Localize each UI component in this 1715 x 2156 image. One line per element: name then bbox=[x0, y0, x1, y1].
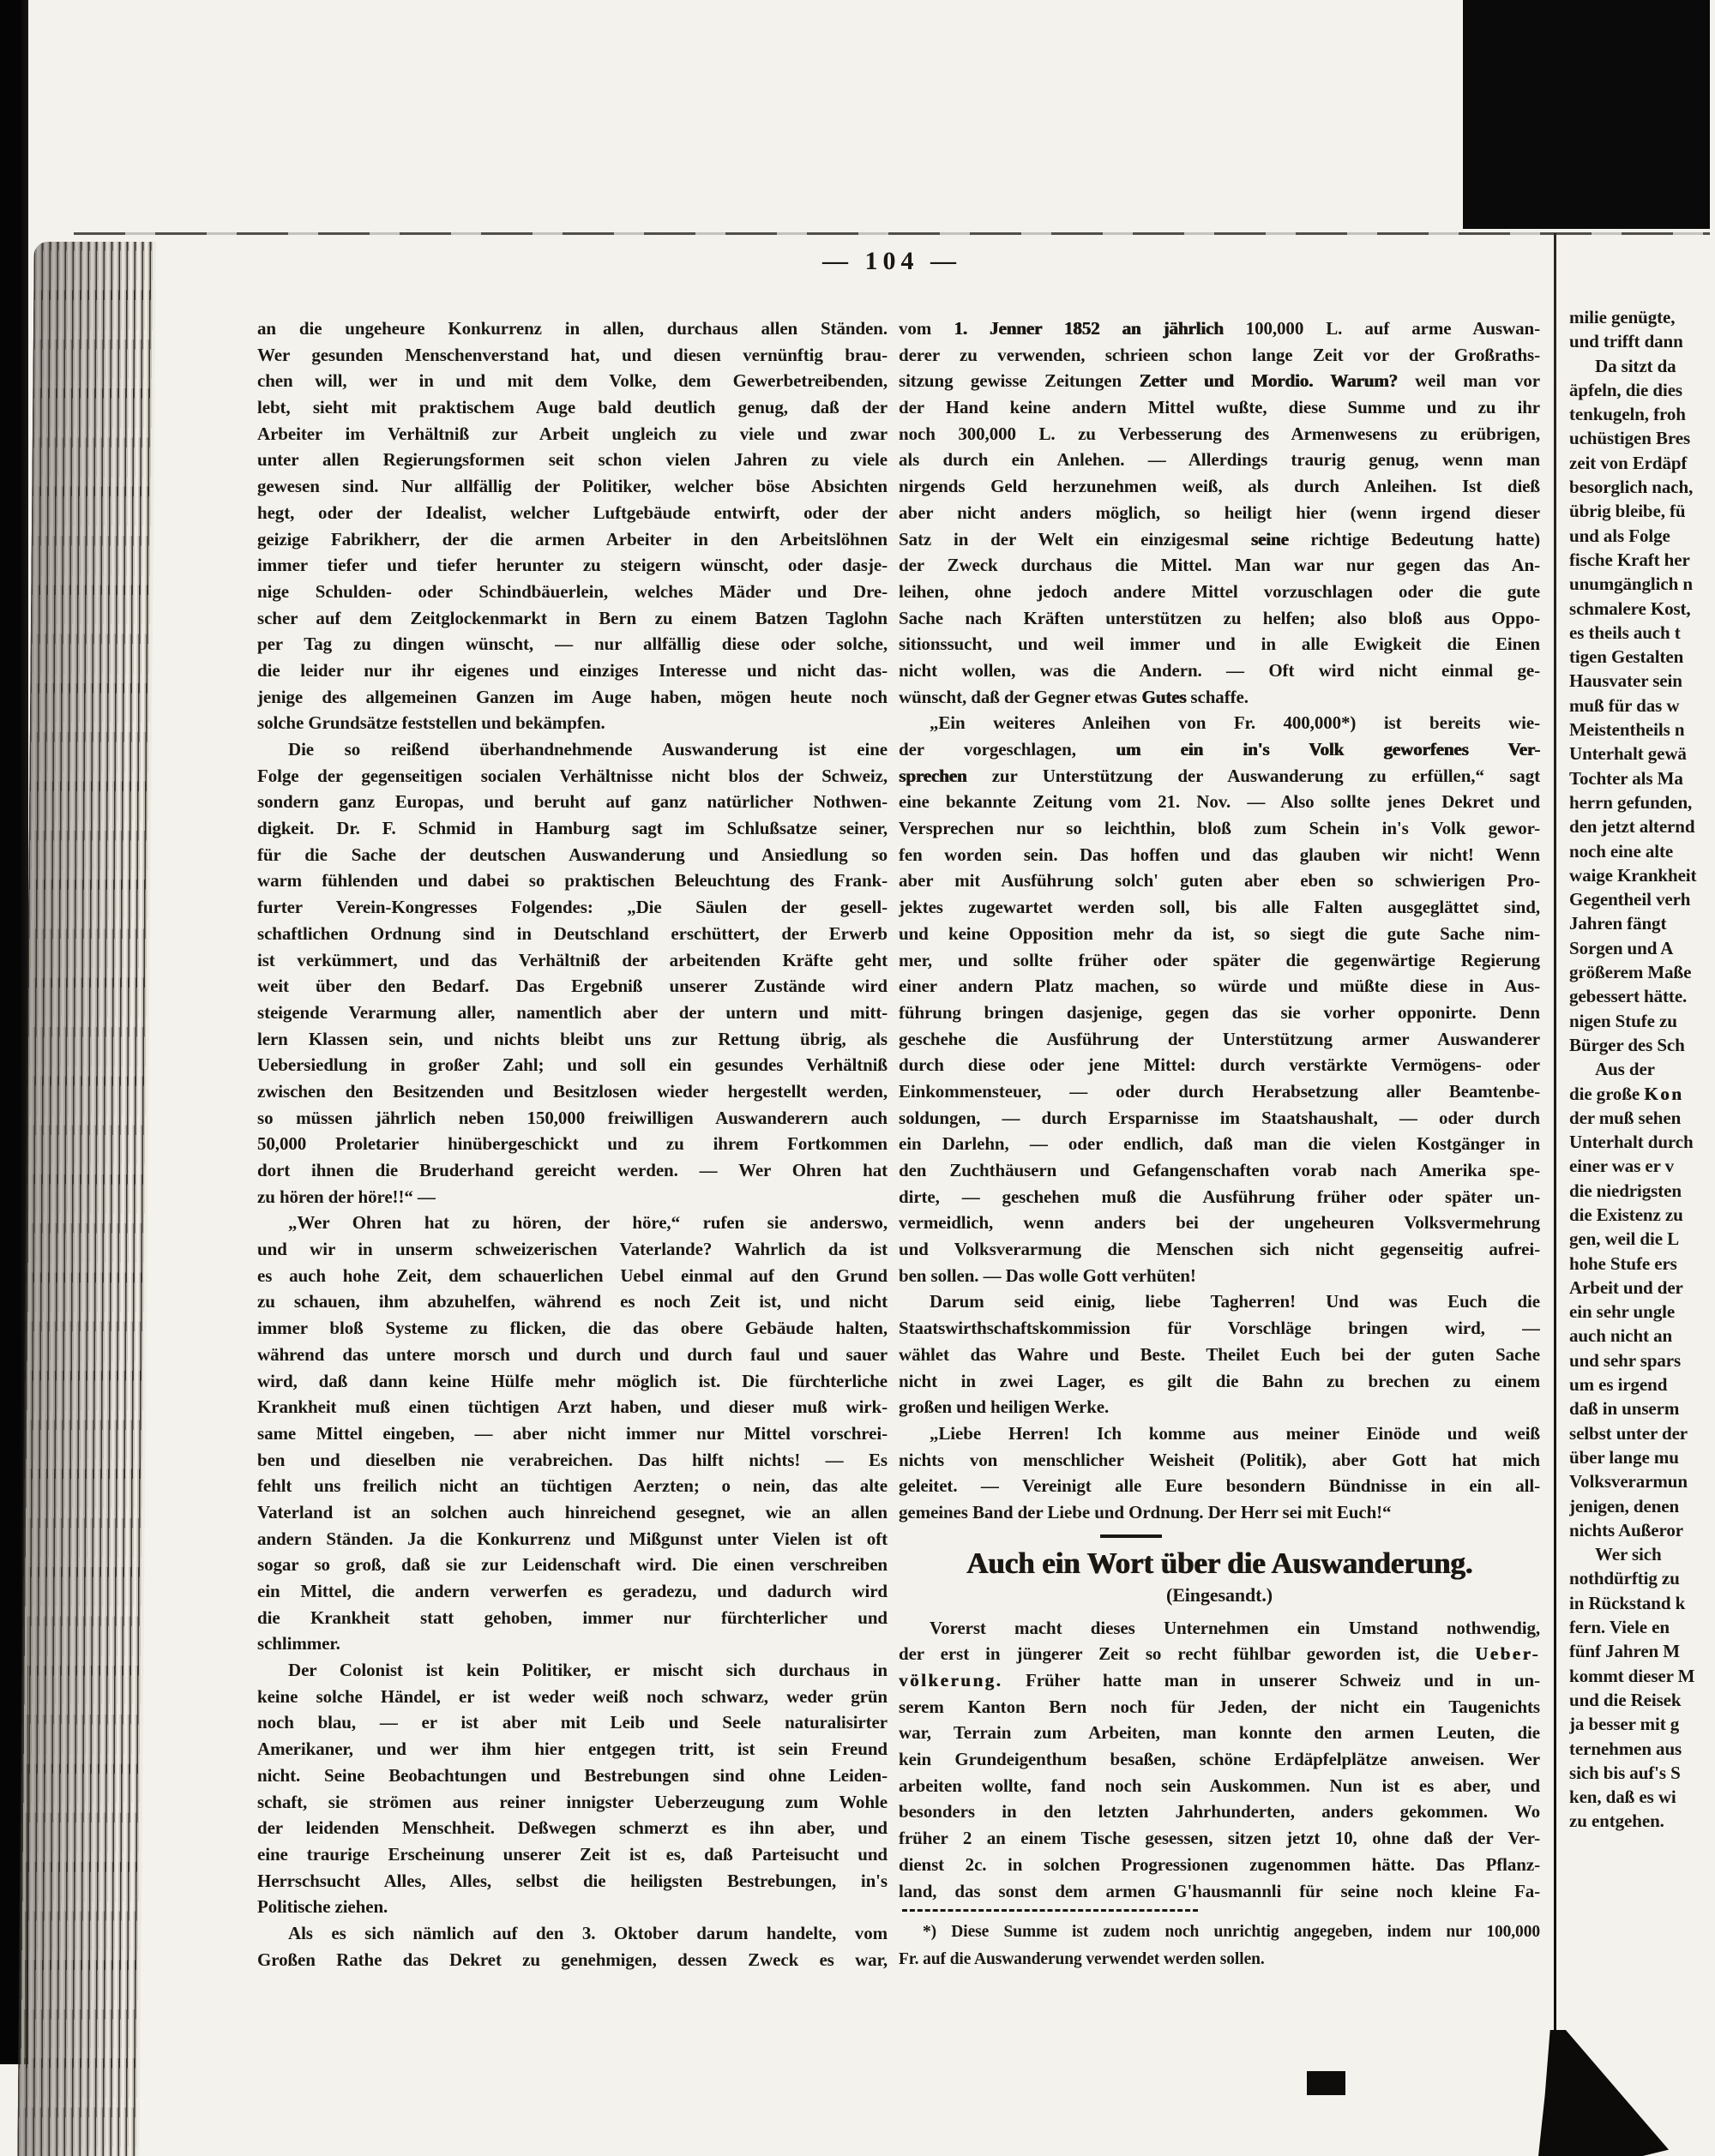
text-line: eine bekannte Zeitung vom 21. Nov. — Also sollte jenes Dekret und bbox=[899, 791, 1540, 813]
paragraph bbox=[257, 315, 888, 736]
text-line: leihen, ohne jedoch andere Mittel vorzuschlagen oder die gute bbox=[899, 580, 1540, 602]
article-2-title: Auch ein Wort über die Auswanderung. bbox=[966, 1546, 1473, 1580]
paragraph bbox=[899, 710, 1540, 1288]
text-line: ternehmen aus bbox=[1569, 1738, 1682, 1759]
text-line: jektes zugewartet werden soll, bis alle Falten ausgeglättet sind, bbox=[899, 897, 1540, 918]
paragraph bbox=[257, 1657, 888, 1920]
text-line: Aus der bbox=[1595, 1059, 1655, 1080]
text-line: aber mit Ausführung solch' guten aber eben so schwierigen Pro- bbox=[899, 870, 1540, 892]
text-line: *) Diese Summe ist zudem noch unrichtig angegeben, indem nur 100,000 bbox=[923, 1923, 1540, 1942]
text-line: Sache nach Kräften unterstützen zu helfen; also bloß aus Oppo- bbox=[899, 607, 1540, 628]
text-line: eine traurige Erscheinung unserer Zeit ist es, daß Parteisucht und bbox=[257, 1843, 888, 1865]
text-line: die leider nur ihr eigenes und einziges Interesse und nicht das- bbox=[257, 659, 888, 681]
text-line: schmalere Kost, bbox=[1569, 598, 1691, 619]
text-line: völkerung. Früher hatte man in unserer Schweiz und in un- bbox=[899, 1670, 1540, 1691]
text-line: und die Reisek bbox=[1569, 1689, 1682, 1710]
page-stack-edges bbox=[17, 242, 155, 2156]
text-line: nicht in zwei Lager, es gilt die Bahn zu brechen zu einem bbox=[899, 1370, 1540, 1391]
text-line: gemeines Band der Liebe und Ordnung. Der Herr sei mit Euch!“ bbox=[899, 1501, 1392, 1522]
text-line: Vorerst macht dieses Unternehmen ein Umstand nothwendig, bbox=[930, 1617, 1540, 1638]
page-number: — 104 — bbox=[822, 247, 961, 275]
text-line: nicht. Seine Beobachtungen und Bestrebungen sind ohne Leiden- bbox=[257, 1764, 888, 1786]
text-line: uchüstigen Bres bbox=[1569, 428, 1691, 449]
text-line: ein Mittel, die andern verwerfen es geradezu, und dadurch wird bbox=[257, 1581, 888, 1601]
article-2-body bbox=[899, 1615, 1540, 1905]
text-line: fen worden sein. Das hoffen und das glauben wir nicht! Wenn bbox=[899, 844, 1540, 865]
text-line: mer, und sollte früher oder später die gegenwärtige Regierung bbox=[899, 949, 1540, 970]
text-line: Bürger des Sch bbox=[1569, 1034, 1685, 1055]
text-line: nichts Außeror bbox=[1569, 1519, 1683, 1540]
text-line: Vaterland ist an solchen auch hinreichend gesegnet, wie an allen bbox=[257, 1501, 888, 1522]
footnote-text bbox=[899, 1919, 1540, 1973]
text-line: ein sehr ungle bbox=[1569, 1301, 1676, 1323]
text-line: „Ein weiteres Anleihen von Fr. 400,000*) ist bereits wie- bbox=[930, 712, 1540, 734]
text-line: solche Grundsätze feststellen und bekämpfen. bbox=[257, 712, 605, 734]
text-line: dort ihnen die Bruderhand gereicht werden. — Wer Ohren hat bbox=[257, 1160, 888, 1180]
text-line: einer andern Platz machen, so würde und müßte diese in Aus- bbox=[899, 976, 1540, 997]
text-line: Da sitzt da bbox=[1595, 355, 1676, 376]
paragraph bbox=[899, 1288, 1540, 1420]
text-line: die Krankheit statt gehoben, immer nur fürchterlicher und bbox=[257, 1606, 888, 1628]
text-line: schaftlichen Ordnung sind in Deutschland erschüttert, der Erwerb bbox=[257, 922, 888, 944]
text-line: äpfeln, die dies bbox=[1569, 379, 1682, 400]
text-line: Amerikaner, und wer ihm hier entgegen tritt, ist sein Freund bbox=[257, 1739, 888, 1760]
text-line: serem Kanton Bern noch für Jeden, der nicht ein Taugenichts bbox=[899, 1696, 1540, 1717]
text-line: Fr. auf die Auswanderung verwendet werden sollen. bbox=[899, 1950, 1265, 1969]
text-line: furter Verein-Kongresses Folgendes: „Die Säulen der gesell- bbox=[257, 897, 888, 918]
text-line: muß für das w bbox=[1569, 694, 1680, 716]
text-line: lebt, sieht mit praktischem Auge bald deutlich genug, daß der bbox=[257, 397, 888, 418]
paragraph bbox=[899, 315, 1540, 710]
text-line: der Zweck durchaus die Mittel. Man war nur gegen das An- bbox=[899, 555, 1540, 576]
text-line: soldungen, — durch Ersparnisse im Staatshaushalt, — oder durch bbox=[899, 1107, 1540, 1128]
text-line: besorglich nach, bbox=[1569, 477, 1694, 498]
text-line: Satz in der Welt ein einzigesmal seine richtige Bedeutung hatte) bbox=[899, 528, 1540, 550]
text-line: nicht wollen, was die Andern. — Oft wird nicht einmal ge- bbox=[899, 659, 1540, 681]
text-line: Unterhalt durch bbox=[1569, 1132, 1694, 1153]
text-line: nige Schulden- oder Schindbäuerlein, welches Mäder und Dre- bbox=[257, 580, 888, 602]
text-line: Die so reißend überhandnehmende Auswanderung ist eine bbox=[288, 739, 888, 760]
text-line: lern Klassen sein, und nichts bleibt uns zur Rettung übrig, als bbox=[257, 1028, 888, 1049]
text-line: Folge der gegenseitigen socialen Verhältnisse nicht blos der Schweiz, bbox=[257, 765, 888, 786]
text-line: vermeidlich, wenn anders bei der ungeheuren Volksvermehrung bbox=[899, 1212, 1540, 1234]
text-line: Hausvater sein bbox=[1569, 670, 1682, 692]
paragraph bbox=[1569, 354, 1715, 1058]
text-line: digkeit. Dr. F. Schmid in Hamburg sagt im Schlußsatze seiner, bbox=[257, 818, 888, 839]
text-line: Einkommensteuer, — oder durch Herabsetzung aller Beamtenbe- bbox=[899, 1080, 1540, 1102]
text-line: und Volksverarmung die Menschen sich nicht gegenseitig aufrei- bbox=[899, 1239, 1540, 1260]
text-line: schaft, sie strömen aus reiner innigster Ueberzeugung zum Wohle bbox=[257, 1791, 888, 1812]
text-line: nirgends Geld herzunehmen weiß, als durch Anleihen. Ist dieß bbox=[899, 476, 1540, 497]
text-line: den Zuchthäusern und Gefangenschaften vorab nach Amerika spe- bbox=[899, 1160, 1540, 1180]
text-line: jenige des allgemeinen Ganzen im Auge haben, mögen heute noch bbox=[257, 686, 888, 707]
text-line: wünscht, daß der Gegner etwas Gutes schaffe. bbox=[899, 686, 1249, 707]
text-line: chen will, wer in und mit dem Volke, dem Gewerbetreibenden, bbox=[257, 370, 888, 392]
text-line: für die Sache der deutschen Auswanderung und Ansiedlung so bbox=[257, 844, 888, 865]
text-line: land, das sonst dem armen G'hausmannli für seine noch kleine Fa- bbox=[899, 1880, 1540, 1901]
text-line: Volksverarmun bbox=[1569, 1471, 1688, 1492]
text-line: same Mittel eingeben, — aber nicht immer nur Mittel vorschrei- bbox=[257, 1422, 888, 1444]
text-line: jenigen, denen bbox=[1569, 1495, 1680, 1516]
text-line: besonders in den letzten Jahrhunderten, anders gekommen. Wo bbox=[899, 1801, 1540, 1823]
text-line: daß in unserm bbox=[1569, 1398, 1680, 1420]
text-line: Als es sich nämlich auf den 3. Oktober darum handelte, vom bbox=[288, 1922, 888, 1943]
text-line: um es irgend bbox=[1569, 1374, 1668, 1396]
text-line: die Existenz zu bbox=[1569, 1204, 1683, 1225]
text-line: Arbeit und der bbox=[1569, 1276, 1683, 1298]
text-line: die große Kon bbox=[1569, 1083, 1684, 1104]
text-line: scher auf dem Zeitglockenmarkt in Bern zu einem Batzen Taglohn bbox=[257, 607, 888, 628]
text-line: ben sollen. — Das wolle Gott verhüten! bbox=[899, 1264, 1196, 1286]
footnote-rule bbox=[902, 1909, 1198, 1912]
text-line: noch blau, — er ist aber mit Leib und Seele naturalisirter bbox=[257, 1712, 888, 1733]
text-line: wird, daß dann keine Hülfe mehr möglich ist. Die fürchterliche bbox=[257, 1370, 888, 1391]
text-line: über lange mu bbox=[1569, 1446, 1679, 1468]
text-line: kein Grundeigenthum besaßen, schöne Erdäpfelplätze anweisen. Wer bbox=[899, 1749, 1540, 1770]
text-line: gen, weil die L bbox=[1569, 1228, 1679, 1250]
text-line: Darum seid einig, liebe Tagherren! Und was Euch die bbox=[930, 1291, 1540, 1312]
text-line: Gegentheil verh bbox=[1569, 889, 1691, 910]
text-line: es theils auch t bbox=[1569, 622, 1681, 643]
text-line: zwischen den Besitzenden und Besitzlosen wieder hergestellt werden, bbox=[257, 1080, 888, 1102]
text-line: Großen Rathe das Dekret zu genehmigen, dessen Zweck es war, bbox=[257, 1949, 888, 1970]
text-line: geschehe die Ausführung der Unterstützung armer Auswanderer bbox=[899, 1028, 1540, 1049]
text-line: per Tag zu dingen wünscht, — nur allfällig diese oder solche, bbox=[257, 634, 888, 655]
scanner-dark-corner bbox=[1463, 0, 1710, 229]
text-line: und sehr spars bbox=[1569, 1349, 1682, 1371]
paragraph bbox=[1569, 305, 1715, 354]
text-line: warm fühlenden und dabei so praktischen Beleuchtung des Frank- bbox=[257, 870, 888, 892]
text-line: Unterhalt gewä bbox=[1569, 743, 1687, 765]
text-line: die niedrigsten bbox=[1569, 1180, 1682, 1201]
text-line: es auch hohe Zeit, dem schauerlichen Uebel einmal auf den Grund bbox=[257, 1264, 888, 1286]
text-line: Sorgen und A bbox=[1569, 937, 1674, 958]
text-line: keine solche Händel, er ist weder weiß noch schwarz, weder grün bbox=[257, 1685, 888, 1707]
text-line: an die ungeheure Konkurrenz in allen, durchaus allen Ständen. bbox=[257, 318, 888, 339]
text-line: früher 2 an einem Tische gesessen, sitzen jetzt 10, ohne daß der Ver- bbox=[899, 1828, 1540, 1849]
article-1-body bbox=[899, 315, 1540, 1526]
text-line: Staatswirthschaftskommission für Vorschläge bringen wird, — bbox=[899, 1318, 1540, 1339]
paragraph bbox=[1569, 1057, 1715, 1542]
text-line: sitzung gewisse Zeitungen Zetter und Mordio. Warum? weil man vor bbox=[899, 370, 1540, 392]
text-line: arbeiten wollte, fand noch sein Auskommen. Nun ist es aber, und bbox=[899, 1775, 1540, 1796]
text-line: hohe Stufe ers bbox=[1569, 1252, 1677, 1274]
text-line: noch eine alte bbox=[1569, 840, 1674, 862]
text-line: durch diese oder jene Mittel: durch verstärkte Vermögens- oder bbox=[899, 1054, 1540, 1076]
text-line: zu hören der höre!!“ — bbox=[257, 1186, 436, 1207]
text-line: vom 1. Jenner 1852 an jährlich 100,000 L. auf arme Auswan- bbox=[899, 318, 1540, 339]
paragraph bbox=[899, 1420, 1540, 1526]
article-2-subtitle: (Eingesandt.) bbox=[1166, 1583, 1273, 1606]
text-line: und wir in unserm schweizerischen Vaterlande? Wahrlich da ist bbox=[257, 1239, 888, 1260]
text-line: geleitet. — Vereinigt alle Eure besondern Bündnisse in ein all- bbox=[899, 1475, 1540, 1497]
text-line: tigen Gestalten bbox=[1569, 646, 1684, 668]
text-line: gewesen sind. Nur allfällig der Politiker, welcher böse Absichten bbox=[257, 476, 888, 497]
text-line: übrig bleibe, fü bbox=[1569, 501, 1686, 522]
text-line: in Rückstand k bbox=[1569, 1592, 1686, 1613]
text-line: als durch ein Anlehen. — Allerdings traurig genug, wenn man bbox=[899, 449, 1540, 471]
right-text-column-cutoff bbox=[1569, 305, 1715, 1834]
text-line: waige Krankheit bbox=[1569, 864, 1697, 886]
text-line: führung bringen dasjenige, gegen das sie vorher opponirte. Denn bbox=[899, 1001, 1540, 1023]
text-line: ken, daß es wi bbox=[1569, 1787, 1676, 1808]
text-line: immer bloß Systeme zu flicken, die das obere Gebäude halten, bbox=[257, 1318, 888, 1339]
text-line: war, Terrain zum Arbeiten, man konnte den armen Leuten, die bbox=[899, 1722, 1540, 1744]
text-line: immer tiefer und tiefer herunter zu steigern wünscht, oder dasje- bbox=[257, 555, 888, 576]
text-line: aber nicht anders möglich, so heiligt hier (wenn irgend dieser bbox=[899, 501, 1540, 523]
text-line: Politische ziehen. bbox=[257, 1896, 388, 1918]
text-line: zeit von Erdäpf bbox=[1569, 452, 1688, 473]
text-line: noch 300,000 L. zu Verbesserung des Armenwesens zu erübrigen, bbox=[899, 423, 1540, 444]
paragraph bbox=[899, 1615, 1540, 1905]
text-line: steigende Verarmung aller, namentlich aber der untern und mitt- bbox=[257, 1001, 888, 1023]
text-line: sondern ganz Europas, und beruht auf ganz natürlicher Nothwen- bbox=[257, 791, 888, 813]
paragraph bbox=[1569, 1542, 1715, 1834]
text-line: sich bis auf's S bbox=[1569, 1762, 1681, 1783]
text-line: ja besser mit g bbox=[1569, 1714, 1680, 1735]
text-line: während das untere morsch und durch und durch faul und sauer bbox=[257, 1343, 888, 1365]
text-line: Jahren fängt bbox=[1569, 913, 1667, 934]
middle-text-column bbox=[899, 315, 1540, 1973]
text-line: Meistentheils n bbox=[1569, 719, 1685, 741]
text-line: dirte, — geschehen muß die Ausführung früher oder später un- bbox=[899, 1186, 1540, 1207]
text-line: schlimmer. bbox=[257, 1633, 340, 1655]
paragraph bbox=[257, 736, 888, 1210]
text-line: der Hand keine andern Mittel wußte, diese Summe und zu ihr bbox=[899, 397, 1540, 418]
text-line: auch nicht an bbox=[1569, 1325, 1673, 1347]
footnote-block bbox=[899, 1909, 1540, 1973]
text-line: der vorgeschlagen, um ein in's Volk geworfenes Ver- bbox=[899, 739, 1540, 760]
text-line: unter allen Regierungsformen seit schon vielen Jahren zu viele bbox=[257, 449, 888, 471]
text-line: weit über den Bedarf. Das Ergebniß unserer Zustände wird bbox=[257, 976, 888, 997]
article-separator-rule bbox=[1100, 1534, 1162, 1538]
text-line: der muß sehen bbox=[1569, 1107, 1682, 1128]
paragraph bbox=[257, 1210, 888, 1657]
text-line: sogar so groß, daß sie zur Leidenschaft wird. Die einen verschreiben bbox=[257, 1554, 888, 1576]
text-line: größerem Maße bbox=[1569, 962, 1692, 983]
text-line: der leidenden Menschheit. Deßwegen schmerzt es ihn aber, und bbox=[257, 1817, 888, 1839]
text-line: fehlt uns freilich nicht an tüchtigen Aerzten; o nein, das alte bbox=[257, 1475, 888, 1497]
paragraph bbox=[257, 1920, 888, 1973]
text-line: andern Ständen. Ja die Konkurrenz und Mißgunst unter Vielen ist oft bbox=[257, 1528, 888, 1549]
text-line: Versprechen nur so leichthin, bloß zum Schein in's Volk gewor- bbox=[899, 818, 1540, 839]
text-line: zu schauen, ihm abzuhelfen, während es noch Zeit ist, und nicht bbox=[257, 1291, 888, 1312]
text-line: nothdürftig zu bbox=[1569, 1568, 1680, 1589]
text-line: der erst in jüngerer Zeit so recht fühlbar geworden ist, die Ueber- bbox=[899, 1643, 1540, 1665]
paragraph bbox=[899, 1919, 1540, 1973]
ink-blot-artifact bbox=[1307, 2071, 1345, 2095]
text-line: so müssen jährlich neben 150,000 freiwilligen Auswanderern auch bbox=[257, 1107, 888, 1128]
text-line: selbst unter der bbox=[1569, 1422, 1688, 1444]
text-line: fünf Jahren M bbox=[1569, 1641, 1680, 1662]
text-line: sitionssucht, und weil immer und in alle Ewigkeit die Einen bbox=[899, 634, 1540, 655]
text-line: Uebersiedlung in großer Zahl; und soll ein gesundes Verhältniß bbox=[257, 1054, 888, 1076]
text-line: „Liebe Herren! Ich komme aus meiner Einöde und weiß bbox=[930, 1422, 1540, 1444]
text-line: ein Darlehn, — oder endlich, daß man die vielen Kostgänger in bbox=[899, 1133, 1540, 1155]
text-line: milie genügte, bbox=[1569, 307, 1676, 327]
text-line: dienst 2c. in solchen Progressionen zugenommen hätte. Das Pflanz- bbox=[899, 1853, 1540, 1875]
text-line: geizige Fabrikherr, der die armen Arbeiter in den Arbeitslöhnen bbox=[257, 528, 888, 550]
text-line: Wer sich bbox=[1595, 1544, 1662, 1565]
text-line: „Wer Ohren hat zu hören, der höre,“ rufen sie anderswo, bbox=[288, 1212, 888, 1234]
text-line: nigen Stufe zu bbox=[1569, 1010, 1677, 1031]
text-line: hegt, oder der Idealist, welcher Luftgebäude entwirft, oder der bbox=[257, 501, 888, 523]
text-line: Krankheit muß einen tüchtigen Arzt haben, und dieser muß wirk- bbox=[257, 1396, 888, 1418]
text-line: unumgänglich n bbox=[1569, 574, 1693, 595]
page-curl-shadow bbox=[1538, 2030, 1669, 2156]
text-line: Wer gesunden Menschenverstand hat, und diesen vernünftig brau- bbox=[257, 344, 888, 365]
text-line: 50,000 Proletarier hinübergeschickt und zu ihrem Fortkommen bbox=[257, 1133, 888, 1155]
text-line: sprechen zur Unterstützung der Auswanderung zu erfüllen,“ sagt bbox=[899, 765, 1540, 786]
text-line: großen und heiligen Werke. bbox=[899, 1396, 1110, 1418]
text-line: fern. Viele en bbox=[1569, 1617, 1670, 1638]
text-line: tenkugeln, froh bbox=[1569, 404, 1686, 425]
left-text-column bbox=[257, 315, 888, 1973]
text-line: Der Colonist ist kein Politiker, er mischt sich durchaus in bbox=[288, 1660, 888, 1681]
text-line: ist verkümmert, und das Verhältniß der arbeitenden Kräfte geht bbox=[257, 949, 888, 970]
text-line: Arbeiter im Verhältniß zur Arbeit ungleich zu viele und zwar bbox=[257, 423, 888, 444]
text-line: derer zu verwenden, schrieen schon lange Zeit vor der Großraths- bbox=[899, 344, 1540, 365]
text-line: wählet das Wahre und Beste. Theilet Euch bei der guten Sache bbox=[899, 1343, 1540, 1365]
text-line: herrn gefunden, bbox=[1569, 791, 1693, 813]
text-line: einer was er v bbox=[1569, 1156, 1675, 1177]
text-line: und keine Opposition mehr da ist, so siegt die gute Sache nim- bbox=[899, 922, 1540, 944]
facing-page-fold-line bbox=[1554, 233, 1556, 2057]
page-top-edge bbox=[74, 232, 1710, 235]
text-line: Tochter als Ma bbox=[1569, 767, 1683, 789]
text-line: Herrschsucht Alles, Alles, selbst die heiligsten Bestrebungen, in's bbox=[257, 1870, 888, 1891]
text-line: nichts von menschlicher Weisheit (Politik), aber Gott hat mich bbox=[899, 1449, 1540, 1470]
text-line: gebessert hätte. bbox=[1569, 986, 1688, 1007]
text-line: den jetzt alternd bbox=[1569, 816, 1695, 838]
text-line: fische Kraft her bbox=[1569, 549, 1690, 570]
text-line: kommt dieser M bbox=[1569, 1665, 1695, 1686]
text-line: ben und dieselben nie verabreichen. Das hilft nichts! — Es bbox=[257, 1449, 888, 1470]
text-line: und trifft dann bbox=[1569, 331, 1683, 352]
text-line: zu entgehen. bbox=[1569, 1811, 1664, 1832]
text-line: und als Folge bbox=[1569, 525, 1670, 546]
